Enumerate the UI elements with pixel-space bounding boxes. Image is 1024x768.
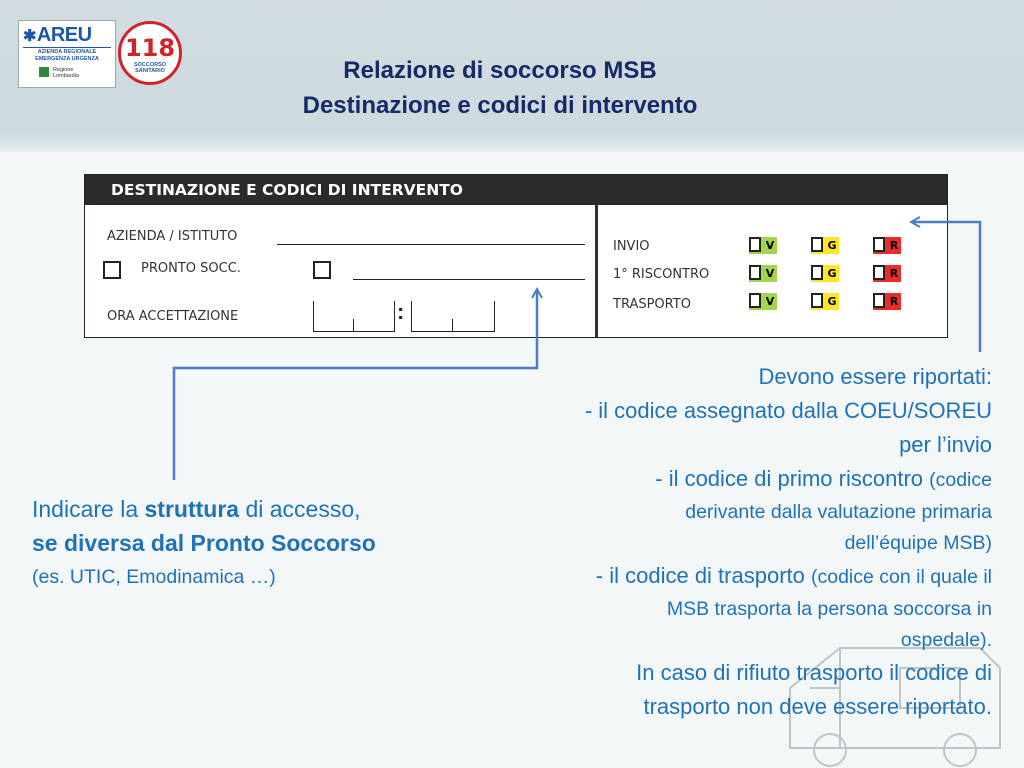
code-letter: R (889, 239, 899, 252)
ora-label: ORA ACCETTAZIONE (107, 309, 239, 324)
time-colon: : (397, 299, 405, 324)
code-letter: V (765, 239, 775, 252)
slide-subtitle: Destinazione e codici di intervento (302, 92, 698, 119)
row-label-trasporto: TRASPORTO (613, 297, 691, 312)
areu-logo-text: AREU (36, 24, 92, 46)
form-heading: DESTINAZIONE E CODICI DI INTERVENTO (111, 181, 463, 199)
row-label-riscontro: 1° RISCONTRO (613, 267, 710, 282)
code-letter: R (889, 267, 899, 280)
code-letter: V (765, 267, 775, 280)
ambulance-icon (780, 628, 1006, 768)
azienda-label: AZIENDA / ISTITUTO (107, 229, 238, 244)
areu-logo-subtitle: AZIENDA REGIONALE EMERGENZA URGENZA (23, 47, 111, 62)
right-note: Devono essere riportati: - il codice assegnato dalla COEU/SOREU per l’invio - il codice di primo riscontro (codice derivante dalla valutazione primaria dell’équipe MSB) - il codice di trasporto (codice con il quale il MSB trasporta la persona soccorsa in ospedale). In caso di rifiuto trasporto il codice di trasporto non deve essere riportato. (584, 364, 992, 719)
arrow-to-codici (912, 222, 980, 352)
star-of-life-icon: ✱ (23, 28, 36, 45)
code-letter: R (889, 295, 899, 308)
row-label-invio: INVIO (613, 239, 650, 254)
code-letter: V (765, 295, 775, 308)
left-note: Indicare la struttura di accesso, se diversa dal Pronto Soccorso (es. UTIC, Emodinamica …) (32, 496, 376, 588)
code-letter: G (827, 267, 837, 280)
logo-118-subtitle: SOCCORSO SANITARIO (133, 62, 167, 74)
pronto-label: PRONTO SOCC. (141, 261, 241, 276)
code-letter: G (827, 295, 837, 308)
slide-title: Relazione di soccorso MSB (343, 57, 657, 84)
logo-118-number: 118 (124, 34, 176, 62)
code-letter: G (827, 239, 837, 252)
regione-lombardia-text: Regione Lombardia (53, 67, 79, 79)
